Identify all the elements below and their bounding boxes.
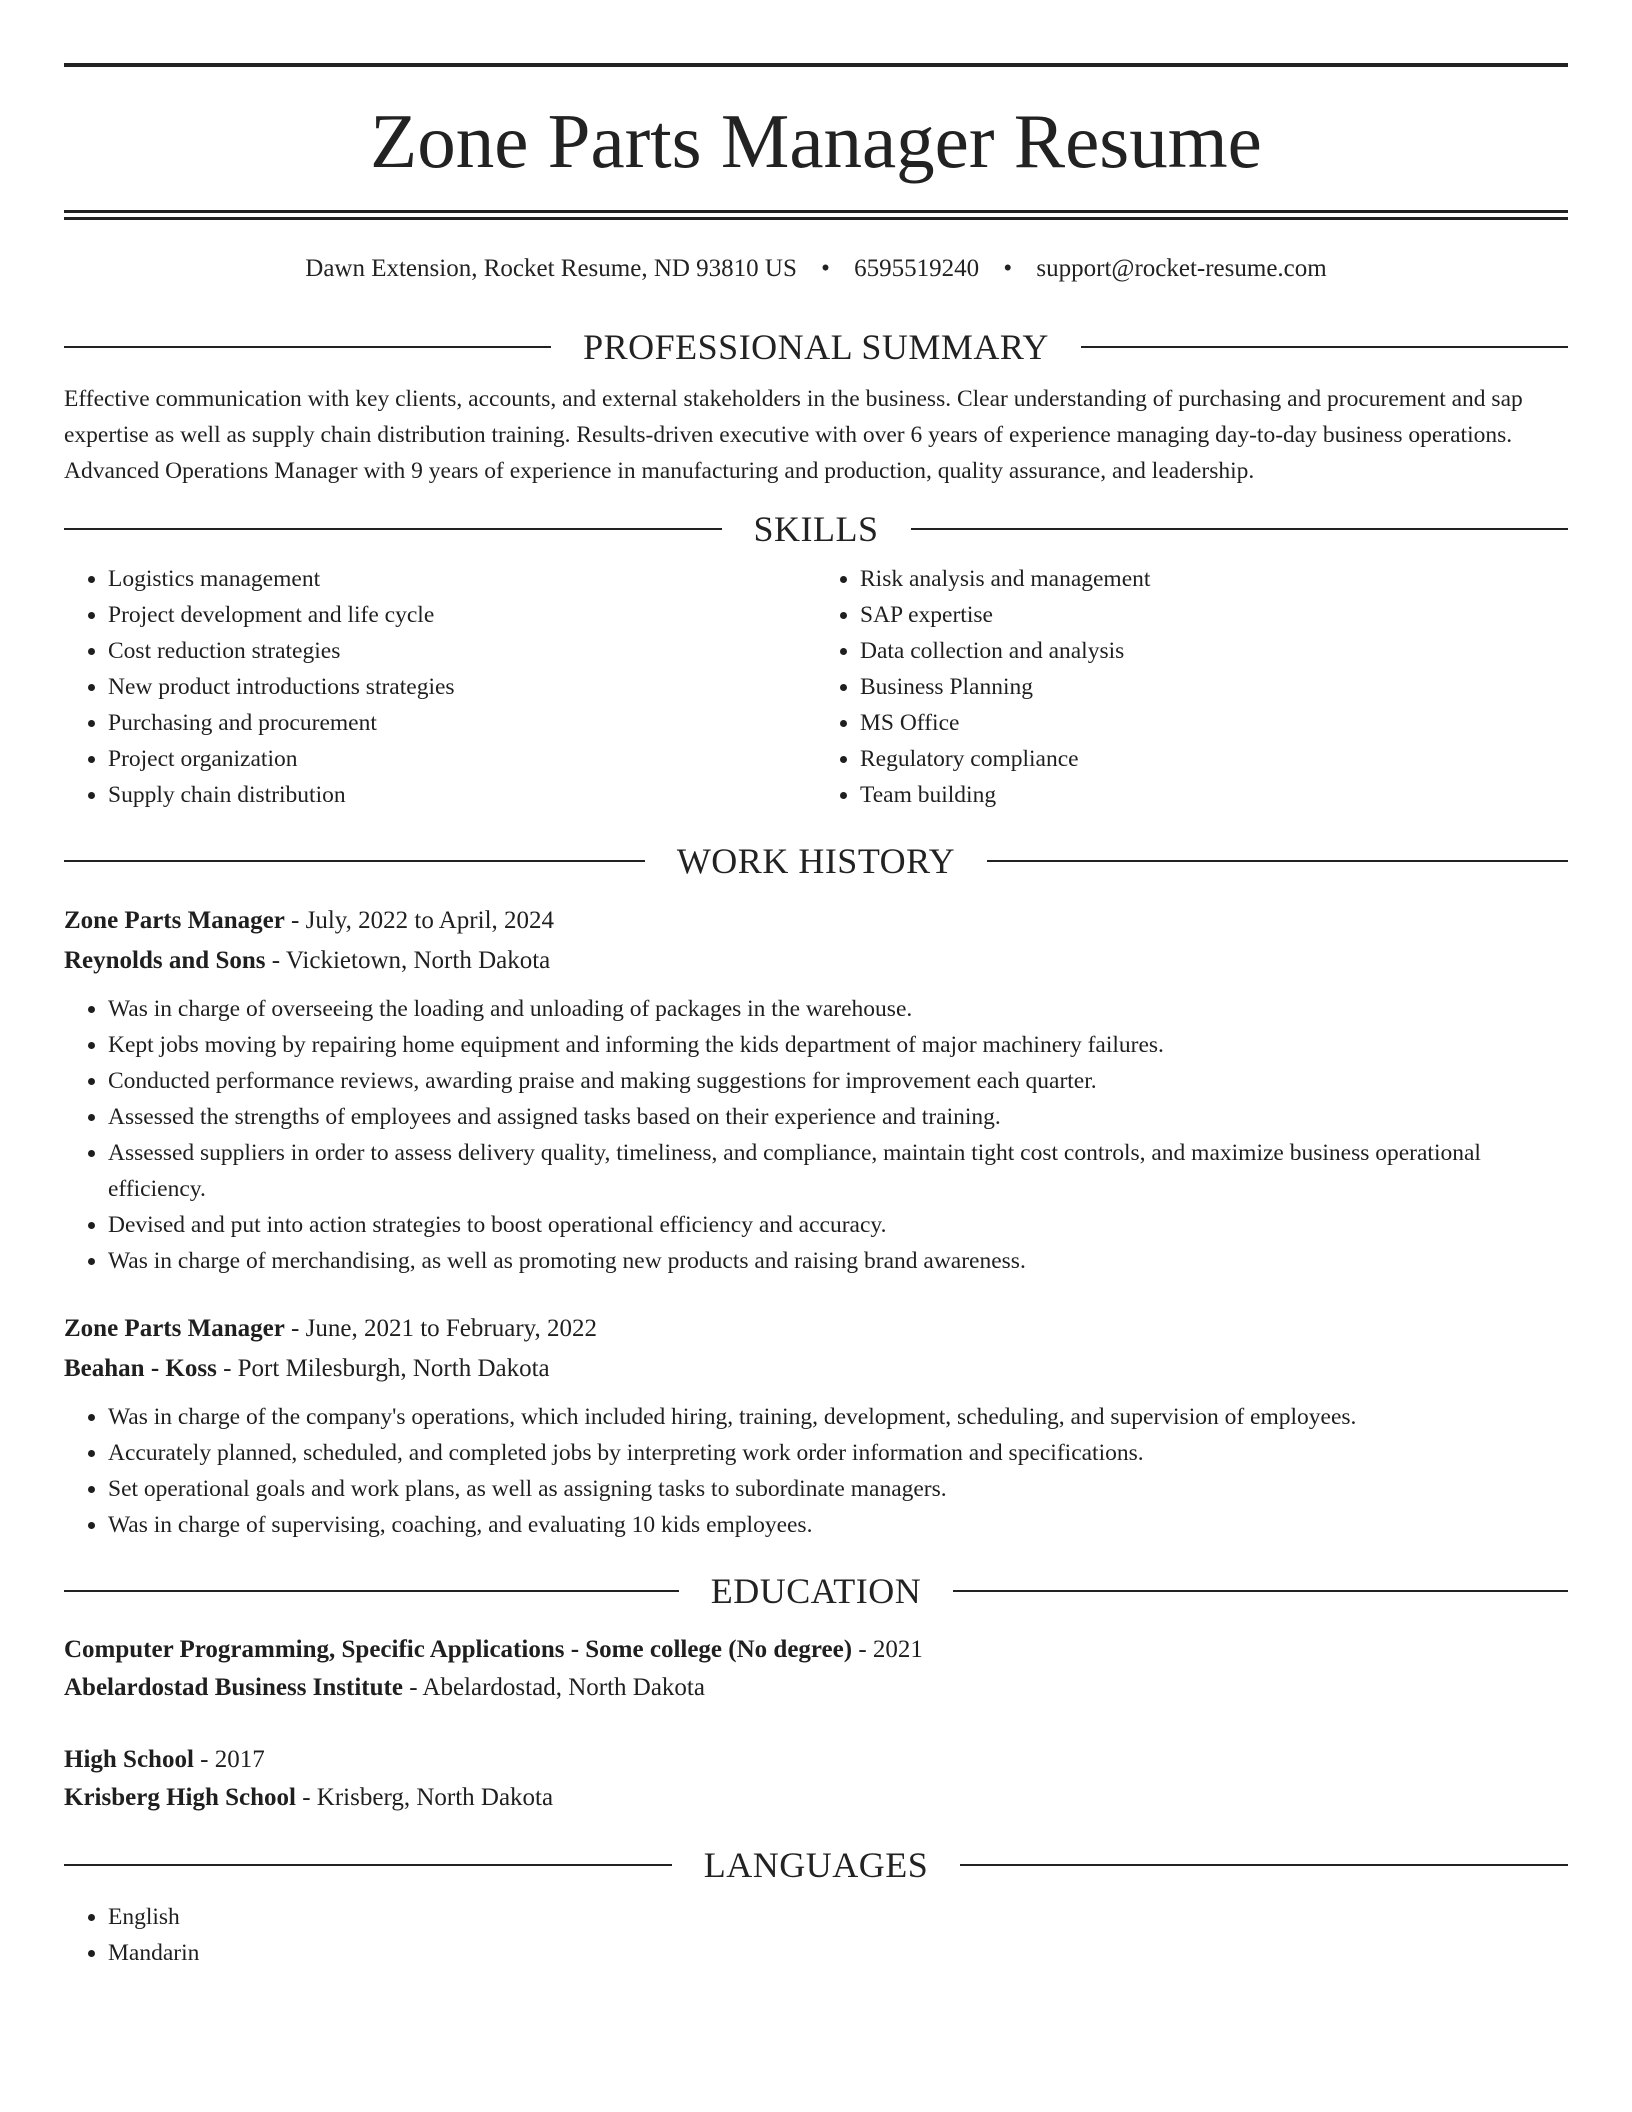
job-title: Zone Parts Manager bbox=[64, 907, 285, 934]
skill-item: • Project development and life cycle bbox=[108, 597, 816, 633]
section-title: SKILLS bbox=[753, 509, 879, 549]
skill-item: • New product introductions strategies bbox=[108, 669, 816, 705]
contact-email: support@rocket-resume.com bbox=[1036, 255, 1327, 282]
job-title: Zone Parts Manager bbox=[64, 1315, 285, 1342]
contact-phone: 6595519240 bbox=[854, 255, 980, 282]
section-rule bbox=[64, 1864, 672, 1866]
job-entry bbox=[64, 1309, 1568, 1543]
skill-item: • MS Office bbox=[860, 705, 1568, 741]
skill-item: • Logistics management bbox=[108, 561, 816, 597]
skills-list bbox=[64, 561, 1568, 813]
skill-item: • SAP expertise bbox=[860, 597, 1568, 633]
section-rule bbox=[911, 528, 1569, 530]
resume-title: Zone Parts Manager Resume bbox=[370, 98, 1262, 184]
job-entry bbox=[64, 901, 1568, 1279]
job-bullet: • Was in charge of merchandising, as well as promoting new products and raising brand awareness. bbox=[108, 1243, 1568, 1279]
education-year: - 2021 bbox=[852, 1636, 923, 1663]
skill-item: • Project organization bbox=[108, 741, 816, 777]
skill-item: • Purchasing and procurement bbox=[108, 705, 816, 741]
job-title-line bbox=[64, 1309, 1568, 1349]
section-rule bbox=[64, 528, 722, 530]
job-title-line bbox=[64, 901, 1568, 941]
job-bullet: • Was in charge of the company's operations, which included hiring, training, development, scheduling, and supervision of employees. bbox=[108, 1399, 1568, 1435]
section-rule bbox=[1081, 346, 1568, 348]
job-bullet: • Set operational goals and work plans, as well as assigning tasks to subordinate managers. bbox=[108, 1471, 1568, 1507]
section-title: EDUCATION bbox=[710, 1571, 922, 1611]
skill-item: • Regulatory compliance bbox=[860, 741, 1568, 777]
job-location: - Port Milesburgh, North Dakota bbox=[216, 1355, 550, 1382]
languages-list bbox=[64, 1899, 1568, 1971]
job-bullet: • Devised and put into action strategies to boost operational efficiency and accuracy. bbox=[108, 1207, 1568, 1243]
education-degree: Computer Programming, Specific Applications - Some college (No degree) bbox=[64, 1636, 853, 1663]
top-rule bbox=[64, 63, 1568, 67]
contact-line bbox=[64, 256, 1568, 281]
job-dates: - June, 2021 to February, 2022 bbox=[284, 1315, 598, 1342]
summary-text: Effective communication with key clients, accounts, and external stakeholders in the business. Clear understanding of purchasing and procurement and sap expertise as well as supply chain distribution training. Results-driven executive with over 6 years of experience managing day-to-day business operations. Advanced Operations Manager with 9 years of experience in manufacturing and production, quality assurance, and leadership. bbox=[64, 386, 1523, 484]
job-company: Reynolds and Sons bbox=[64, 947, 266, 974]
language-item: • English bbox=[108, 1899, 1568, 1935]
skill-item: • Business Planning bbox=[860, 669, 1568, 705]
skill-item: • Data collection and analysis bbox=[860, 633, 1568, 669]
skills-column-left bbox=[64, 561, 816, 813]
skill-item: • Team building bbox=[860, 777, 1568, 813]
job-dates: - July, 2022 to April, 2024 bbox=[284, 907, 555, 934]
education-location: - Krisberg, North Dakota bbox=[295, 1784, 554, 1811]
section-title: PROFESSIONAL SUMMARY bbox=[583, 327, 1049, 367]
skill-item: • Risk analysis and management bbox=[860, 561, 1568, 597]
section-header-education bbox=[64, 1573, 1568, 1609]
section-title: WORK HISTORY bbox=[676, 841, 956, 881]
education-degree-line bbox=[64, 1631, 1568, 1669]
job-bullet: • Was in charge of overseeing the loading and unloading of packages in the warehouse. bbox=[108, 991, 1568, 1027]
job-bullet: • Assessed the strengths of employees and assigned tasks based on their experience and training. bbox=[108, 1099, 1568, 1135]
education-school-line bbox=[64, 1669, 1568, 1707]
skill-item: • Cost reduction strategies bbox=[108, 633, 816, 669]
job-bullet: • Accurately planned, scheduled, and completed jobs by interpreting work order information and specifications. bbox=[108, 1435, 1568, 1471]
section-header-languages bbox=[64, 1847, 1568, 1883]
skills-column-right bbox=[816, 561, 1568, 813]
section-title: LANGUAGES bbox=[703, 1845, 929, 1885]
section-header-skills bbox=[64, 511, 1568, 547]
section-rule bbox=[64, 1590, 679, 1592]
job-company-line bbox=[64, 1349, 1568, 1389]
education-location: - Abelardostad, North Dakota bbox=[402, 1674, 705, 1701]
education-school-line bbox=[64, 1779, 1568, 1817]
job-company: Beahan - Koss bbox=[64, 1355, 217, 1382]
job-bullet: • Kept jobs moving by repairing home equipment and informing the kids department of major machinery failures. bbox=[108, 1027, 1568, 1063]
job-bullets bbox=[64, 991, 1568, 1279]
education-entry bbox=[64, 1741, 1568, 1817]
contact-separator: • bbox=[821, 255, 830, 282]
contact-separator: • bbox=[1003, 255, 1013, 282]
job-bullet: • Conducted performance reviews, awarding praise and making suggestions for improvement each quarter. bbox=[108, 1063, 1568, 1099]
education-entry bbox=[64, 1631, 1568, 1707]
section-rule bbox=[64, 860, 645, 862]
section-rule bbox=[987, 860, 1568, 862]
section-header-work bbox=[64, 843, 1568, 879]
education-degree-line bbox=[64, 1741, 1568, 1779]
section-header-summary bbox=[64, 329, 1568, 365]
job-location: - Vickietown, North Dakota bbox=[265, 947, 551, 974]
title-double-rule bbox=[64, 210, 1568, 220]
section-rule bbox=[64, 346, 551, 348]
section-rule bbox=[960, 1864, 1568, 1866]
education-school: Krisberg High School bbox=[64, 1784, 296, 1811]
section-rule bbox=[953, 1590, 1568, 1592]
skill-item: • Supply chain distribution bbox=[108, 777, 816, 813]
education-school: Abelardostad Business Institute bbox=[64, 1674, 403, 1701]
language-item: • Mandarin bbox=[108, 1935, 1568, 1971]
education-year: - 2017 bbox=[193, 1746, 265, 1773]
job-company-line bbox=[64, 941, 1568, 981]
job-bullets bbox=[64, 1399, 1568, 1543]
job-bullet: • Assessed suppliers in order to assess delivery quality, timeliness, and compliance, maintain tight cost controls, and maximize business operational efficiency. bbox=[108, 1135, 1568, 1207]
contact-address: Dawn Extension, Rocket Resume, ND 93810 US bbox=[305, 255, 797, 282]
job-bullet: • Was in charge of supervising, coaching, and evaluating 10 kids employees. bbox=[108, 1507, 1568, 1543]
education-degree: High School bbox=[64, 1746, 194, 1773]
